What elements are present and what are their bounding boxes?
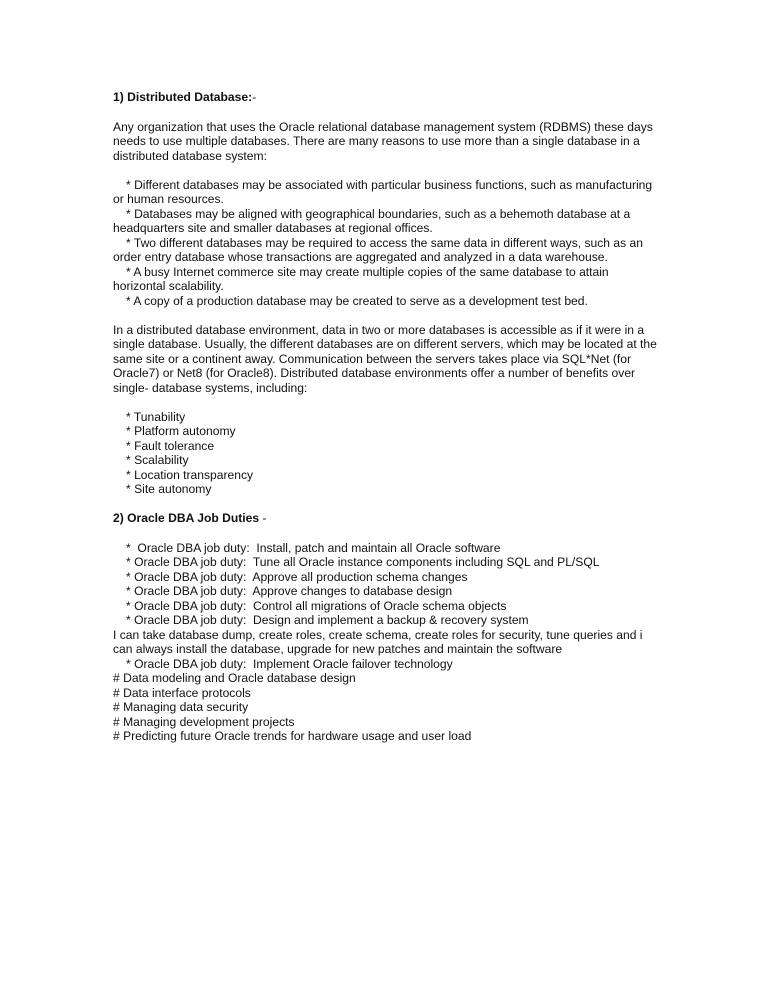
reason-item: * A busy Internet commerce site may create multiple copies of the same database to attain horizontal scalability. xyxy=(113,264,609,293)
duties-note: I can take database dump, create roles, create schema, create roles for security, tune queries and i can always install the database, upgrade for new patches and maintain the software xyxy=(113,627,643,656)
reasons-list xyxy=(113,178,663,309)
hash-item: # Data interface protocols xyxy=(113,685,251,700)
duty-item: * Oracle DBA job duty: Approve changes to database design xyxy=(126,584,453,598)
duty-item-last: * Oracle DBA job duty: Implement Oracle failover technology xyxy=(126,656,453,671)
duty-item: * Oracle DBA job duty: Tune all Oracle instance components including SQL and PL/SQL xyxy=(126,555,600,569)
benefit-item: * Tunability xyxy=(126,409,186,424)
benefit-item: * Fault tolerance xyxy=(126,438,215,453)
benefits-list xyxy=(113,410,663,497)
hash-item: # Data modeling and Oracle database design xyxy=(113,671,356,685)
section1-heading-text: 1) Distributed Database: xyxy=(113,90,253,104)
hash-item: # Predicting future Oracle trends for hardware usage and user load xyxy=(113,729,472,743)
section1-heading xyxy=(113,90,663,105)
benefit-item: * Site autonomy xyxy=(126,482,212,496)
section2-heading-text: 2) Oracle DBA Job Duties xyxy=(113,511,260,525)
duty-item: * Oracle DBA job duty: Install, patch and maintain all Oracle software xyxy=(126,540,501,555)
duty-item: * Oracle DBA job duty: Approve all production schema changes xyxy=(126,569,468,584)
hash-item: # Managing data security xyxy=(113,700,249,714)
hash-item: # Managing development projects xyxy=(113,714,295,729)
document-page xyxy=(113,90,663,744)
reason-item: * Two different databases may be required to access the same data in different ways, such as an order entry database whose transactions are aggregated and analyzed in a data warehouse. xyxy=(113,235,643,264)
reason-item: * Different databases may be associated with particular business functions, such as manufacturing or human resources. xyxy=(113,177,653,206)
duty-item: * Oracle DBA job duty: Control all migrations of Oracle schema objects xyxy=(126,598,507,613)
reason-item: * A copy of a production database may be created to serve as a development test bed. xyxy=(126,293,588,308)
benefit-item: * Platform autonomy xyxy=(126,424,236,438)
duty-item: * Oracle DBA job duty: Design and implement a backup & recovery system xyxy=(126,613,529,627)
hash-list xyxy=(113,671,663,744)
section1-environment: In a distributed database environment, data in two or more databases is accessible as if it were in a single database. Usually, the different databases are on different servers, which may be located at the same site or a continent away. Communication between the servers takes place via SQL*Net (for Oracle7) or Net8 (for Oracle8). Distributed database environments offer a number of benefits over single- database systems, including: xyxy=(113,322,657,395)
section1-intro: Any organization that uses the Oracle relational database management system (RDBMS) these days needs to use multiple databases. There are many reasons to use more than a single database in a distributed database system: xyxy=(113,119,653,163)
section1-heading-suffix: - xyxy=(252,90,257,104)
section2-heading xyxy=(113,511,663,526)
benefit-item: * Location transparency xyxy=(126,467,254,482)
duties-list xyxy=(113,541,663,628)
benefit-item: * Scalability xyxy=(126,453,189,467)
reason-item: * Databases may be aligned with geographical boundaries, such as a behemoth database at a headquarters site and smaller databases at regional offices. xyxy=(113,206,631,235)
section2-heading-suffix: - xyxy=(259,511,267,525)
